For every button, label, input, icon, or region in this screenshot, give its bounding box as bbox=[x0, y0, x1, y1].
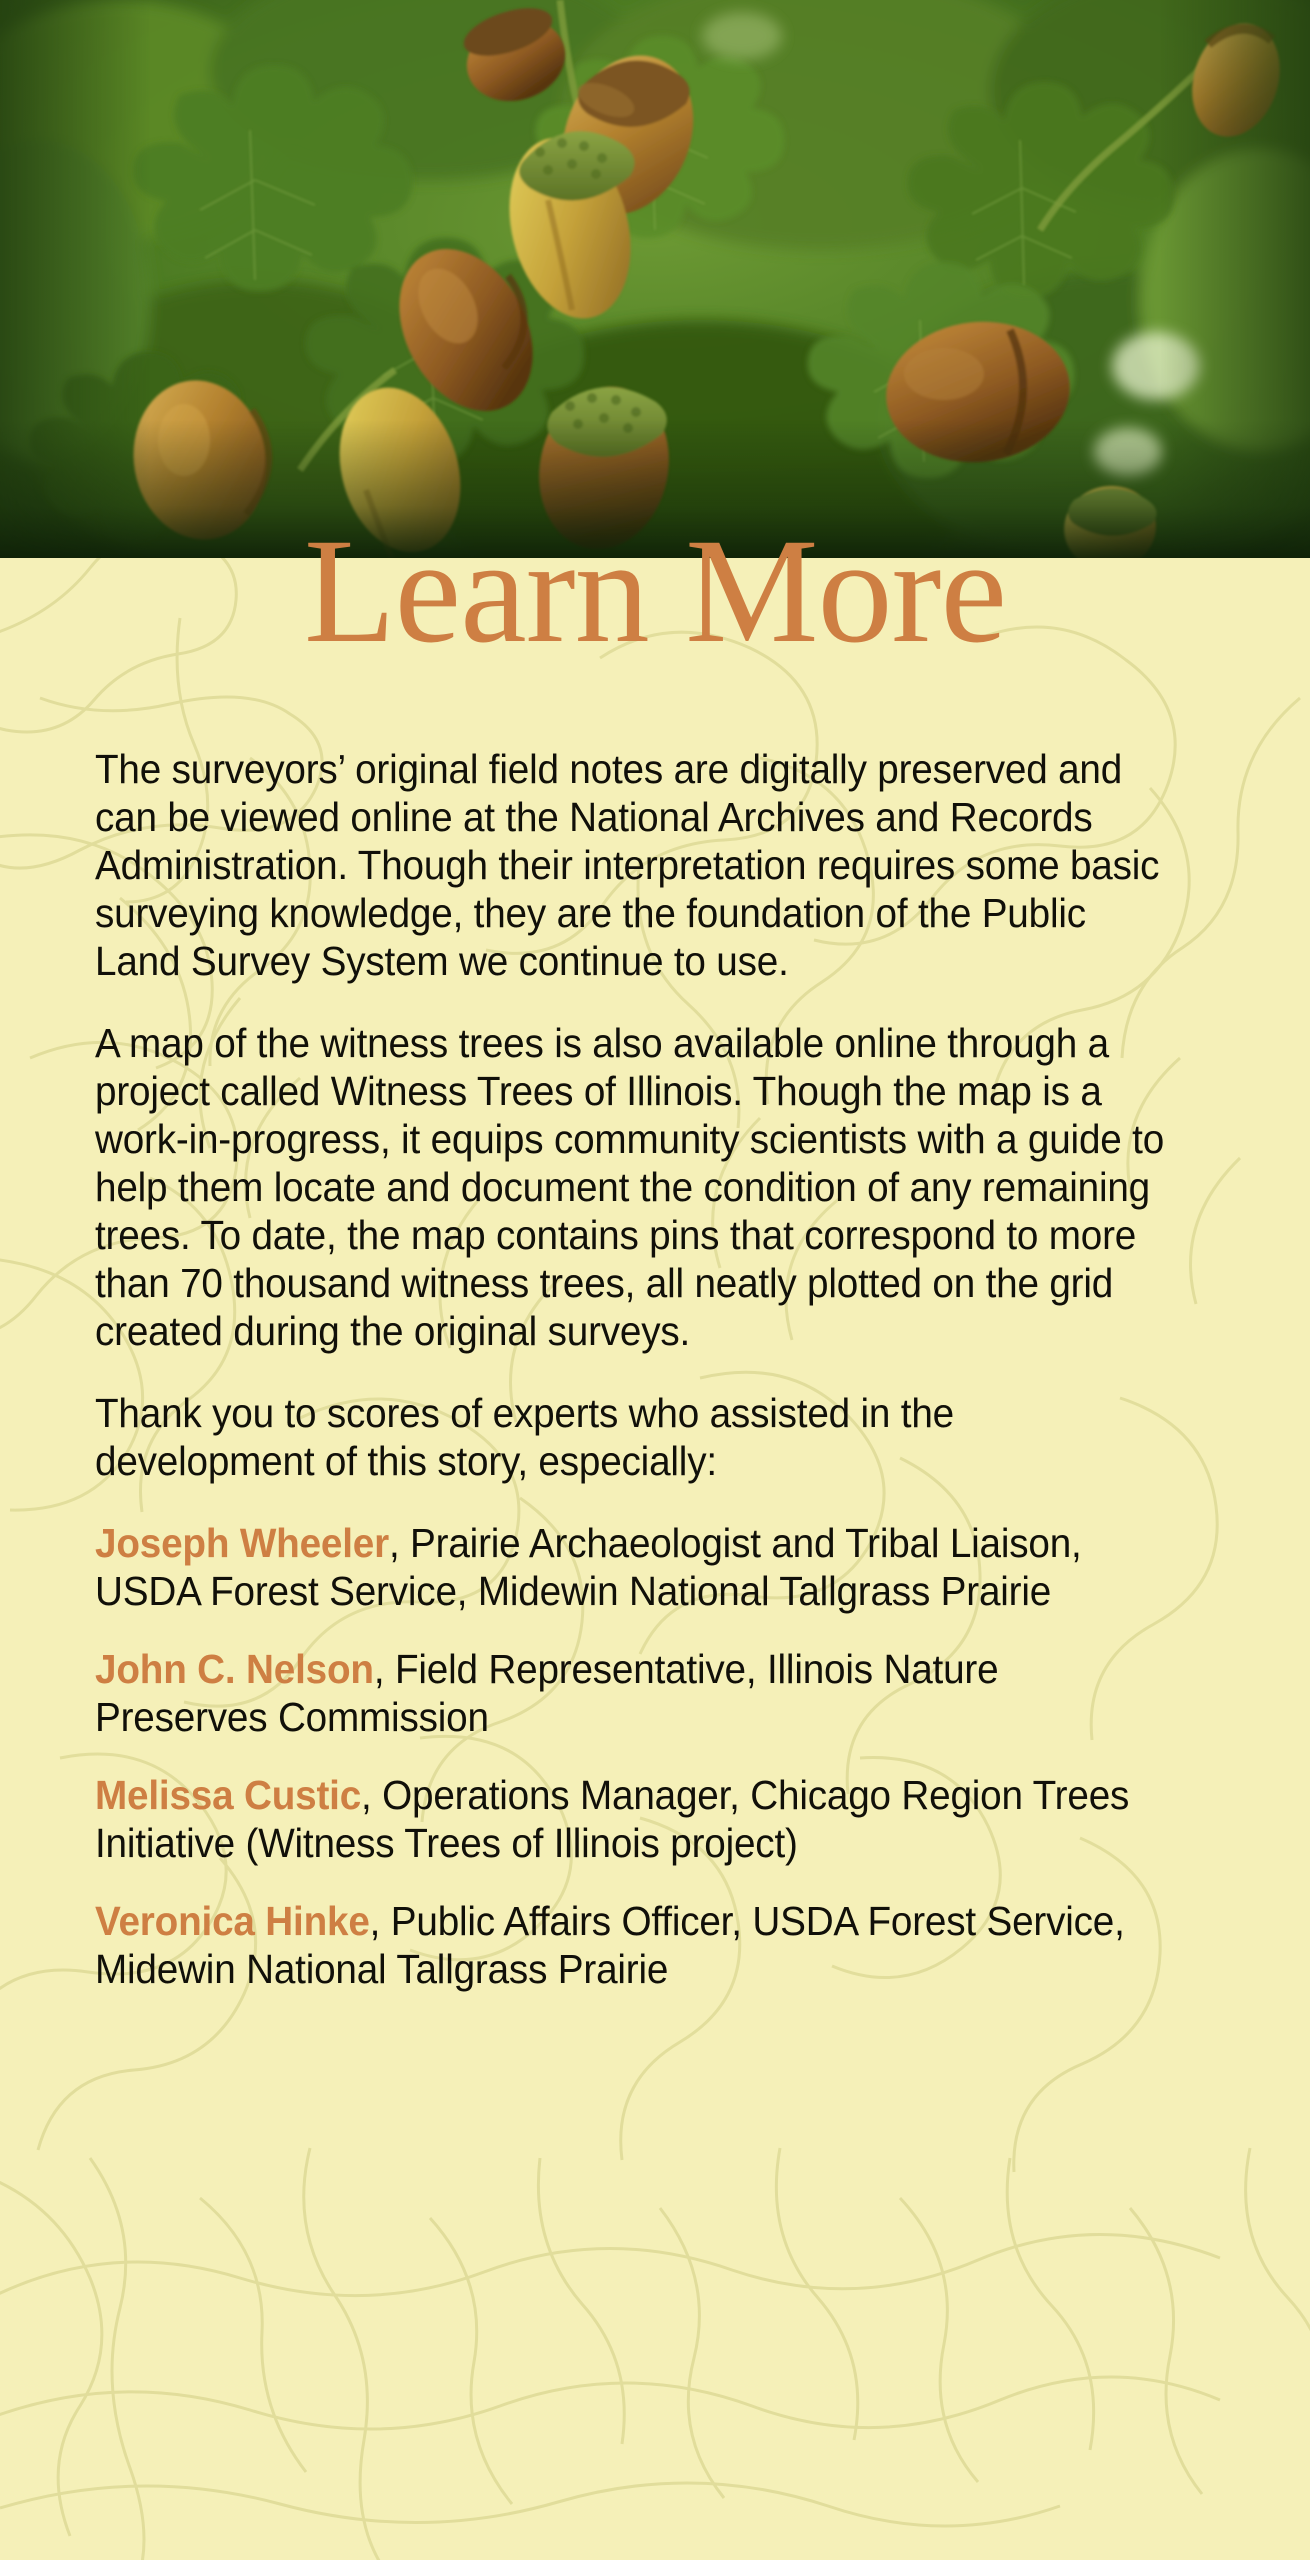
acorn-photo-illustration bbox=[0, 0, 1310, 558]
credit-role: , Operations Manager, Chicago Region Trees Initiative (Witness Trees of Illinois project) bbox=[95, 1772, 1130, 1866]
paragraph-witness-trees-map: A map of the witness trees is also available online through a project called Witness Trees of Illinois. Though the map is a work-in-progress, it equips community scientists with a guide to help them locate and document the condition of any remaining trees. To date, the map contains pins that correspond to more than 70 thousand witness trees, all neatly plotted on the grid created during the original surveys. bbox=[95, 1020, 1165, 1354]
credit-entry bbox=[95, 1897, 1174, 1993]
credit-role: , Field Representative, Illinois Nature Preserves Commission bbox=[95, 1646, 999, 1740]
credit-name: Joseph Wheeler bbox=[95, 1520, 389, 1566]
credit-entry bbox=[95, 1645, 1174, 1741]
credit-name: John C. Nelson bbox=[95, 1646, 374, 1692]
credit-name: Veronica Hinke bbox=[95, 1898, 370, 1944]
page-title: Learn More bbox=[303, 508, 1007, 674]
body-content bbox=[95, 745, 1225, 1993]
credit-entry bbox=[95, 1519, 1174, 1615]
paragraph-thank-you: Thank you to scores of experts who assisted in the development of this story, especially: bbox=[95, 1390, 955, 1484]
credit-role: , Prairie Archaeologist and Tribal Liaison, USDA Forest Service, Midewin National Tallgrass Prairie bbox=[95, 1520, 1082, 1614]
credit-entry bbox=[95, 1771, 1174, 1867]
credit-name: Melissa Custic bbox=[95, 1772, 362, 1818]
acorn-oak-photo bbox=[0, 0, 1310, 558]
paragraph-field-notes: The surveyors’ original field notes are digitally preserved and can be viewed online at the National Archives and Records Administration. Though their interpretation requires some basic surveying knowledge, they are the foundation of the Public Land Survey System we continue to use. bbox=[95, 746, 1160, 984]
credit-role: , Public Affairs Officer, USDA Forest Service, Midewin National Tallgrass Prairie bbox=[95, 1898, 1125, 1992]
